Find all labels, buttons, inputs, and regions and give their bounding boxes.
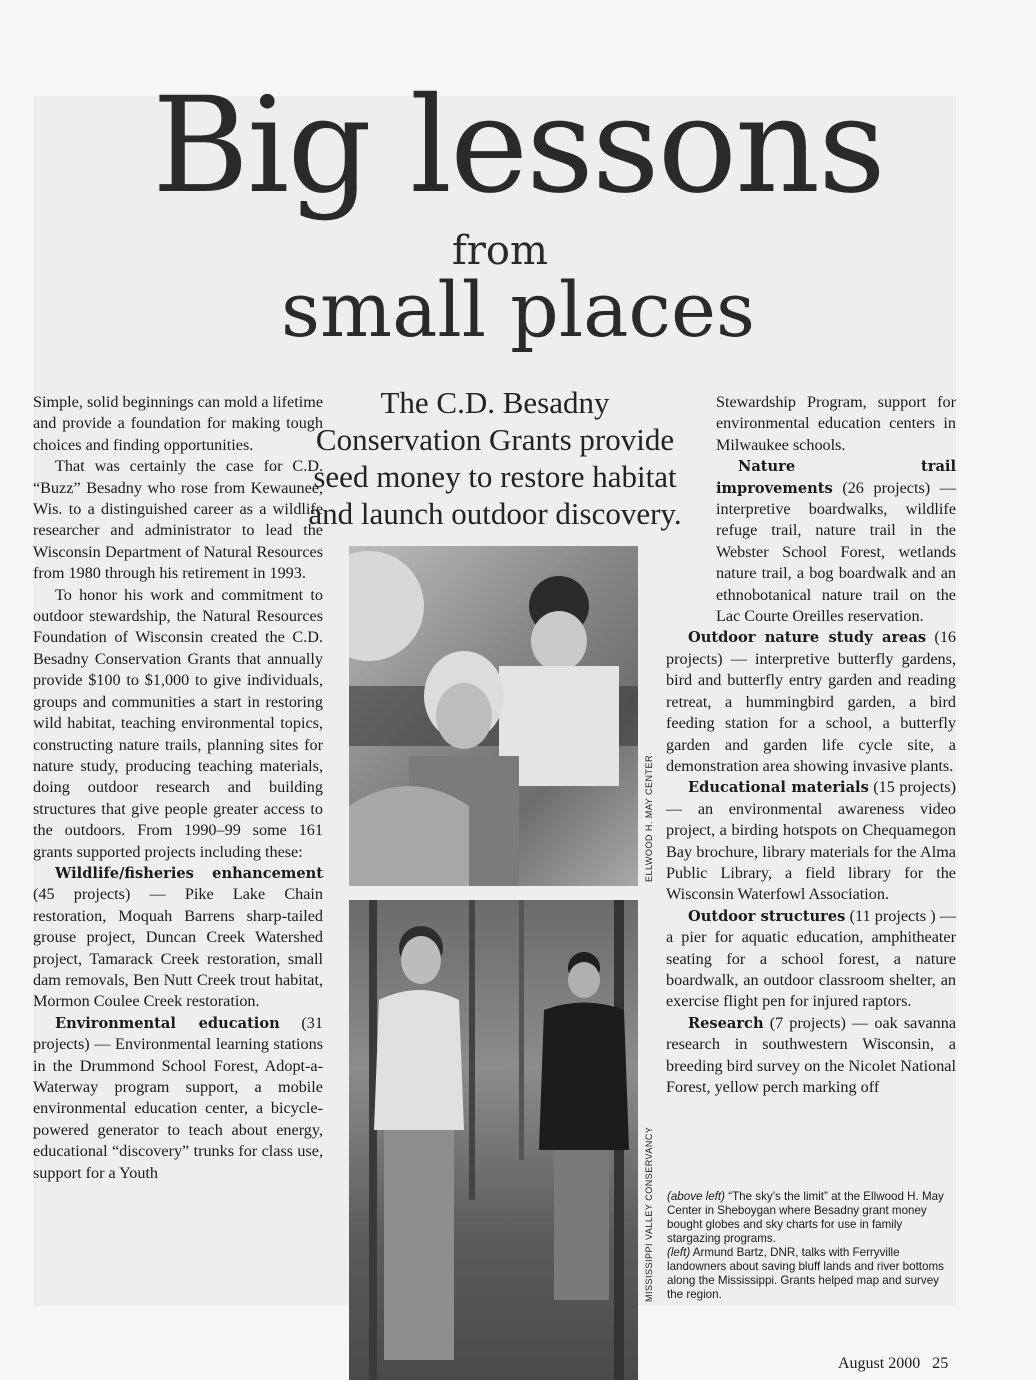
body-paragraph: Stewardship Program, support for environmental education centers in Milwaukee schools. bbox=[716, 393, 956, 454]
headline-big-lessons: Big lessons bbox=[152, 69, 884, 223]
category-heading: Research bbox=[688, 1014, 764, 1032]
category-heading: Nature trail improvements bbox=[716, 458, 956, 497]
category-paragraph: Outdoor structures (11 projects ) — a pier for aquatic education, amphitheater seating for a school forest, a nature boardwalk, an outdoor classroom shelter, an exercise flight pen for injured raptors. bbox=[666, 906, 956, 1011]
category-heading: Educational materials bbox=[688, 779, 869, 797]
intro-paragraph: Simple, solid beginnings can mold a lifetime and provide a foundation for making tough choices and finding opportunities. bbox=[33, 393, 323, 454]
category-paragraph: Research (7 projects) — oak savanna research in southwestern Wisconsin, a breeding bird survey on the Nicolet National Forest, yellow perch marking off bbox=[666, 1013, 956, 1096]
category-paragraph: Environmental education (31 projects) — Environmental learning stations in the Drummond School Forest, Adopt-a-Waterway program support, a mobile environmental education center, a bicycle-powered generator to teach about energy, educational “discovery” trunks for class use, support for a Youth bbox=[33, 1013, 323, 1182]
page-folio: August 2000 25 bbox=[838, 1355, 949, 1372]
headline-from: from bbox=[452, 228, 548, 274]
category-paragraph: Nature trail improvements (26 projects) — interpretive boardwalks, wildlife refuge trail, nature trail in the Webster School Forest, wetlands nature trail, a bog boardwalk and an ethnobotanical nature trail on the Lac Courte Oreilles reservation. bbox=[716, 458, 956, 626]
headline-small-places: small places bbox=[281, 265, 755, 354]
photo-credit: ELLWOOD H. MAY CENTER bbox=[644, 754, 654, 882]
deck-subheadline: The C.D. Besadny Conservation Grants provide seed money to restore habitat and launch outdoor discovery. bbox=[308, 385, 682, 531]
category-heading: Environmental education bbox=[55, 1014, 280, 1032]
photo-woodland-talk bbox=[349, 900, 638, 1380]
category-heading: Outdoor nature study areas bbox=[688, 629, 927, 647]
body-paragraph: That was certainly the case for C.D. “Buzz” Besadny who rose from Kewaunee, Wis. to a distinguished career as a wildlife researcher and administrator to lead the Wisconsin Department of Natural Resources from 1980 through his retirement in 1993. bbox=[33, 457, 323, 583]
column-left bbox=[33, 392, 323, 1184]
photo-caption: (above left) “The sky’s the limit” at the Ellwood H. May Center in Sheboygan where Besadny grant money bought globes and sky charts for use in family stargazing programs. (left) Armund Bartz, DNR, talks with Ferryville landowners about saving bluff lands and river bottoms along the Mississippi. Grants helped map and survey the region. bbox=[667, 1190, 944, 1301]
category-heading: Wildlife/fisheries enhancement bbox=[55, 864, 323, 882]
photo-credit: MISSISSIPPI VALLEY CONSERVANCY bbox=[644, 1126, 654, 1302]
category-paragraph: Educational materials (15 projects) — an environmental awareness video project, a birding hotspots on Chequamegon Bay brochure, library materials for the Alma Public Library, a field library for the Wisconsin Waterfowl Association. bbox=[666, 778, 956, 904]
category-paragraph: Outdoor nature study areas (16 projects) — interpretive butterfly gardens, bird and butterfly entry garden and reading retreat, a hummingbird garden, a bird feeding station for a school, a butterfly garden and garden life cycle site, a demonstration area showing invasive plants. bbox=[666, 628, 957, 775]
column-right bbox=[666, 392, 956, 1098]
category-heading: Outdoor structures bbox=[688, 907, 846, 925]
photo-children-globe bbox=[349, 546, 638, 886]
category-paragraph: Wildlife/fisheries enhancement (45 projects) — Pike Lake Chain restoration, Moquah Barrens sharp-tailed grouse project, Duncan Creek Watershed project, Tamarack Creek restoration, small dam removals, Ben Nutt Creek trout habitat, Mormon Coulee Creek restoration. bbox=[33, 864, 323, 1011]
body-paragraph: To honor his work and commitment to outdoor stewardship, the Natural Resources Foundation of Wisconsin created the C.D. Besadny Conservation Grants that annually provide $100 to $1,000 to give individuals, groups and communities a start in restoring wild habitat, teaching environmental topics, constructing nature trails, planning sites for nature study, producing teaching materials, doing outdoor research and building structures that give people greater access to the outdoors. From 1990–99 some 161 grants supported projects including these: bbox=[33, 585, 323, 861]
